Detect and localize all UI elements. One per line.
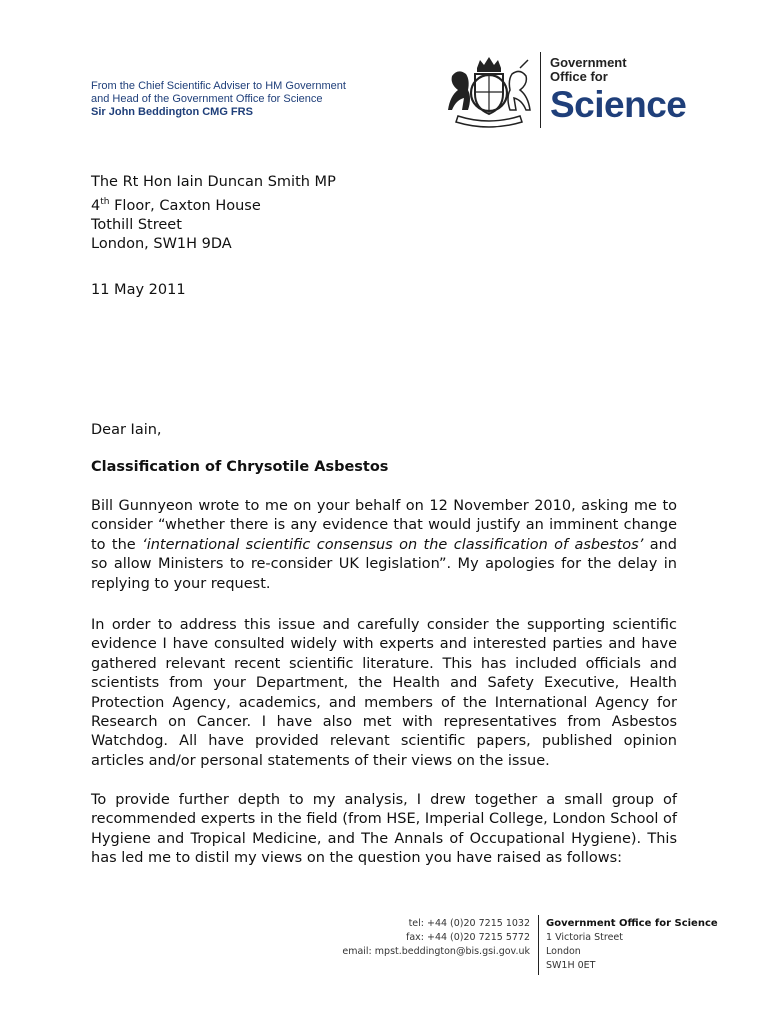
footer-contacts [342, 917, 530, 959]
footer-address [546, 917, 718, 973]
salutation: Dear Iain, [91, 422, 162, 438]
sender-block [91, 80, 346, 119]
paragraph-1-start: Bill Gunnyeon wrote to me on your behalf on 12 November 2010, asking me to consider “whether there is any evidence that would justify an imminent change to the [91, 498, 677, 553]
paragraph-1 [91, 497, 677, 594]
footer-tel: tel: +44 (0)20 7215 1032 [408, 918, 530, 929]
footer-addr-3: SW1H 0ET [546, 960, 596, 971]
recipient-street: Tothill Street [91, 216, 182, 233]
paragraph-3-text: To provide further depth to my analysis, I drew together a small group of recommended experts in the field (from HSE, Imperial College, London School of Hygiene and Tropical Medicine, and The Annals of Occupational Hygiene). This has led me to distil my views on the question you have raised as follows: [91, 792, 677, 867]
sender-line-2: and Head of the Government Office for Science [91, 93, 323, 105]
sender-name: Sir John Beddington CMG FRS [91, 106, 253, 118]
brand-logo [550, 56, 686, 124]
sender-line-1: From the Chief Scientific Adviser to HM Government [91, 80, 346, 92]
footer-fax: fax: +44 (0)20 7215 5772 [405, 932, 530, 943]
letter-date: 11 May 2011 [91, 282, 186, 298]
recipient-floor [91, 193, 336, 216]
paragraph-1-quote: ‘international scientific consensus on the classification of asbestos’ [142, 536, 644, 553]
recipient-address [91, 173, 336, 255]
paragraph-2 [91, 616, 677, 771]
royal-crest-icon [444, 54, 534, 130]
brand-divider [540, 52, 541, 128]
footer-divider [538, 915, 539, 975]
floor-suffix: th [100, 196, 110, 207]
paragraph-2-text: In order to address this issue and carefully consider the supporting scientific evidence I have consulted widely with experts and interested parties and have gathered relevant recent scientific literature. This has included officials and scientists from your Department, the Health and Safety Executive, Health Protection Agency, academics, and members of the International Agency for Research on Cancer. I have also met with representatives from Asbestos Watchdog. All have provided relevant scientific papers, published opinion articles and/or personal statements of their views on the issue. [91, 617, 677, 769]
footer-addr-2: London [546, 946, 581, 957]
footer-office: Government Office for Science [546, 918, 718, 929]
recipient-name: The Rt Hon Iain Duncan Smith MP [91, 174, 336, 190]
floor-building: Floor, Caxton House [109, 197, 261, 214]
brand-line-2: Office for [550, 69, 608, 84]
brand-science: Science [550, 84, 687, 125]
floor-number: 4 [91, 197, 101, 214]
brand-line-1: Government [550, 55, 627, 70]
footer-email: email: mpst.beddington@bis.gsi.gov.uk [342, 946, 530, 957]
paragraph-1-end: and so allow Ministers to re-consider UK legislation”. My apologies for the delay in replying to your request. [91, 536, 677, 592]
subject-heading: Classification of Chrysotile Asbestos [91, 459, 389, 475]
paragraph-3 [91, 791, 677, 869]
recipient-city: London, SW1H 9DA [91, 236, 232, 253]
footer-addr-1: 1 Victoria Street [546, 932, 624, 943]
